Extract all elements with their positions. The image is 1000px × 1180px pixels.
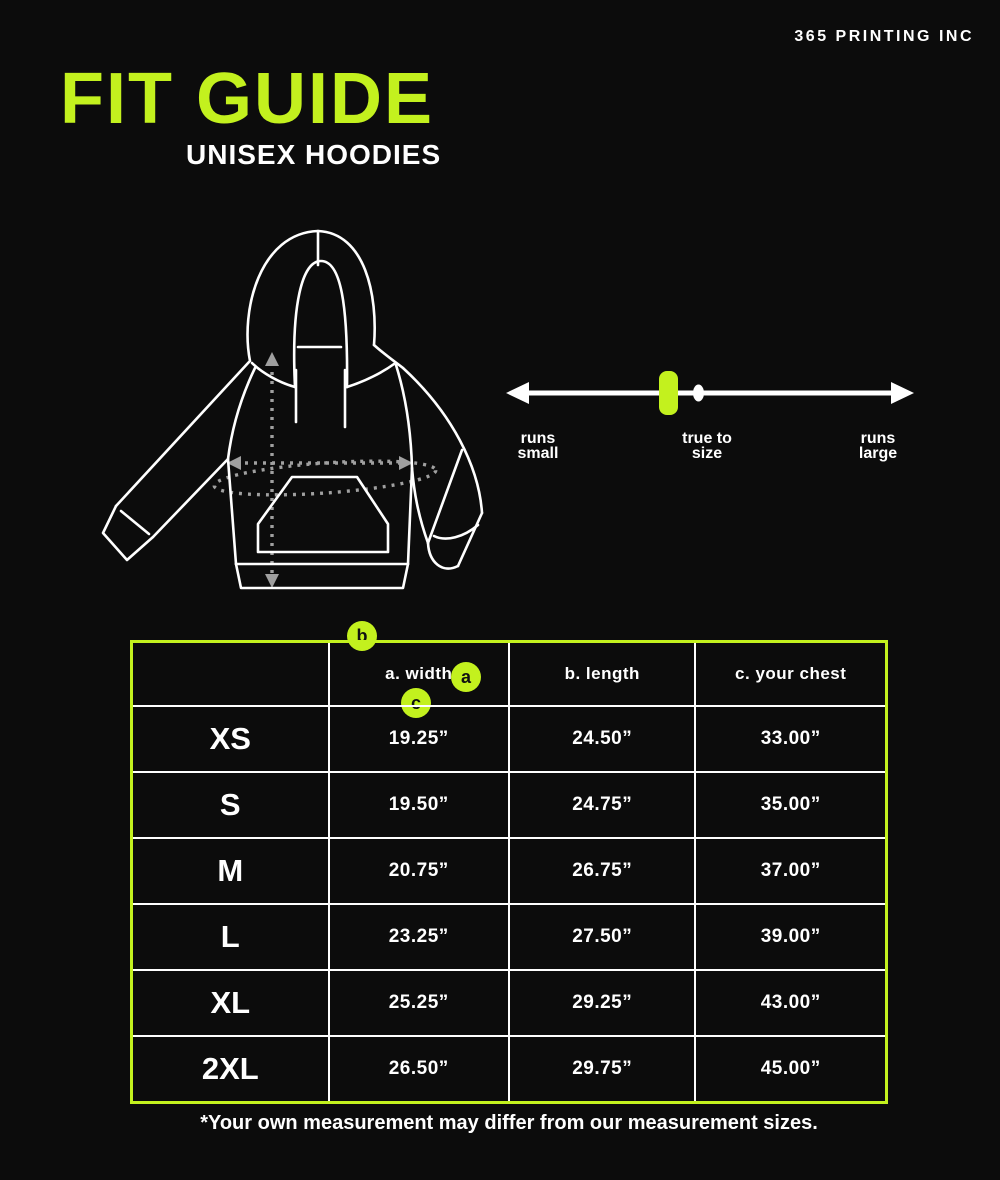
measurement-cell: 33.00” [695, 706, 886, 772]
measurement-cell: 29.75” [509, 1036, 695, 1103]
size-label-cell: M [132, 838, 329, 904]
footnote: *Your own measurement may differ from our measurement sizes. [200, 1112, 818, 1134]
table-header-row [132, 642, 887, 707]
measurement-cell: 37.00” [695, 838, 886, 904]
measurement-cell: 45.00” [695, 1036, 886, 1103]
callout-a-badge: a [451, 662, 481, 692]
measurement-cell: 39.00” [695, 904, 886, 970]
fit-scale-center-dot [693, 385, 704, 402]
fit-scale-marker [659, 371, 678, 415]
right-arrow-icon [891, 382, 914, 404]
header-chest: c. your chest [695, 642, 886, 707]
measurement-cell: 23.25” [329, 904, 509, 970]
fit-scale [505, 355, 915, 425]
page-title: FIT GUIDE [60, 59, 434, 139]
hoodie-outline [103, 231, 482, 588]
table-row [132, 706, 887, 772]
brand-name: 365 PRINTING INC [794, 28, 974, 45]
measurement-cell: 26.75” [509, 838, 695, 904]
header-size [132, 642, 329, 707]
scale-label-true-to-size: true to size [682, 430, 732, 462]
left-arrow-icon [506, 382, 529, 404]
header-width: a. width [329, 642, 509, 707]
callout-b-badge: b [347, 621, 377, 651]
table-row [132, 970, 887, 1036]
measurement-cell: 43.00” [695, 970, 886, 1036]
table-row [132, 904, 887, 970]
measurement-cell: 27.50” [509, 904, 695, 970]
table-row [132, 838, 887, 904]
page-subtitle: UNISEX HOODIES [186, 139, 442, 170]
scale-label-runs-large: runs large [858, 430, 898, 462]
measurement-cell: 29.25” [509, 970, 695, 1036]
measurement-cell: 19.25” [329, 706, 509, 772]
table-row [132, 772, 887, 838]
measurement-cell: 20.75” [329, 838, 509, 904]
size-label-cell: XL [132, 970, 329, 1036]
measurement-cell: 24.50” [509, 706, 695, 772]
measurement-cell: 35.00” [695, 772, 886, 838]
size-label-cell: XS [132, 706, 329, 772]
size-label-cell: L [132, 904, 329, 970]
hoodie-outline-drawing [90, 215, 490, 615]
callout-c-badge: c [401, 688, 431, 718]
measurement-cell: 26.50” [329, 1036, 509, 1103]
measurement-cell: 24.75” [509, 772, 695, 838]
table-row [132, 1036, 887, 1103]
scale-label-runs-small: runs small [517, 430, 559, 462]
measurement-cell: 25.25” [329, 970, 509, 1036]
size-table [130, 640, 888, 1104]
size-label-cell: 2XL [132, 1036, 329, 1103]
size-label-cell: S [132, 772, 329, 838]
header-length: b. length [509, 642, 695, 707]
measurement-cell: 19.50” [329, 772, 509, 838]
